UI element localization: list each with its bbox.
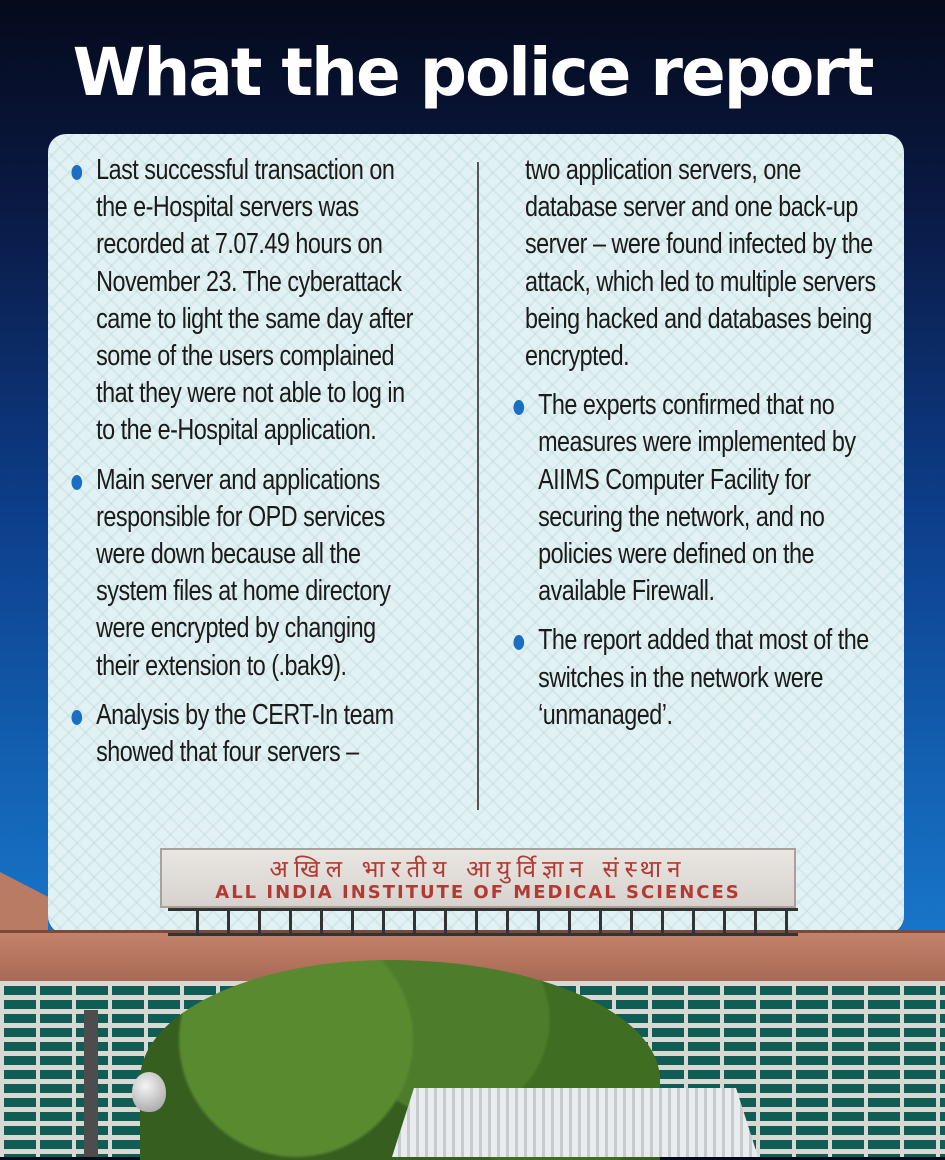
bullet-item bbox=[60, 462, 421, 685]
lamp-pole bbox=[84, 1010, 98, 1157]
building-wing bbox=[0, 872, 48, 934]
institute-sign bbox=[160, 848, 796, 908]
bullet-dot-icon bbox=[71, 475, 82, 490]
sign-english-text: ALL INDIA INSTITUTE OF MEDICAL SCIENCES bbox=[215, 882, 741, 903]
sign-hindi-text: अखिल भारतीय आयुर्विज्ञान संस्थान bbox=[269, 855, 687, 883]
sign-scaffold bbox=[168, 908, 798, 936]
headline: What the police report bbox=[72, 34, 873, 111]
bullet-continuation bbox=[502, 152, 887, 375]
bullet-text: Main server and applications responsible for OPD services were down because all the system files at home directory were encrypted by changing their extension to (.bak9). bbox=[96, 463, 391, 682]
bullet-dot-icon bbox=[71, 710, 82, 725]
cctv-camera-icon bbox=[132, 1072, 166, 1112]
bullet-dot-icon bbox=[513, 635, 524, 650]
bullet-item bbox=[502, 387, 887, 610]
bullet-dot-icon bbox=[71, 165, 82, 180]
bullet-dot-icon bbox=[513, 400, 524, 415]
aiims-building-photo bbox=[0, 840, 945, 1157]
bullet-text: two application servers, one database server and one back-up server – were found infected by the attack, which led to multiple servers being hacked and databases being encrypted. bbox=[524, 154, 876, 373]
column-divider bbox=[477, 162, 479, 810]
bullet-text: Analysis by the CERT-In team showed that four servers – bbox=[96, 698, 394, 769]
bullet-text: The experts confirmed that no measures were implemented by AIIMS Computer Facility for securing the network, and no policies were defined on the available Firewall. bbox=[538, 389, 856, 608]
shed-roof bbox=[392, 1088, 758, 1157]
bullet-item bbox=[60, 697, 421, 771]
bullet-text: Last successful transaction on the e-Hospital servers was recorded at 7.07.49 hours on November 23. The cyberattack came to light the same day after some of the users complained that they were not able to log in to the e-Hospital application. bbox=[96, 154, 413, 447]
bullet-text: The report added that most of the switches in the network were ‘unmanaged’. bbox=[538, 624, 869, 731]
left-column bbox=[60, 152, 421, 783]
bullet-item bbox=[502, 622, 887, 734]
bullet-item bbox=[60, 152, 421, 450]
right-column bbox=[502, 152, 887, 746]
